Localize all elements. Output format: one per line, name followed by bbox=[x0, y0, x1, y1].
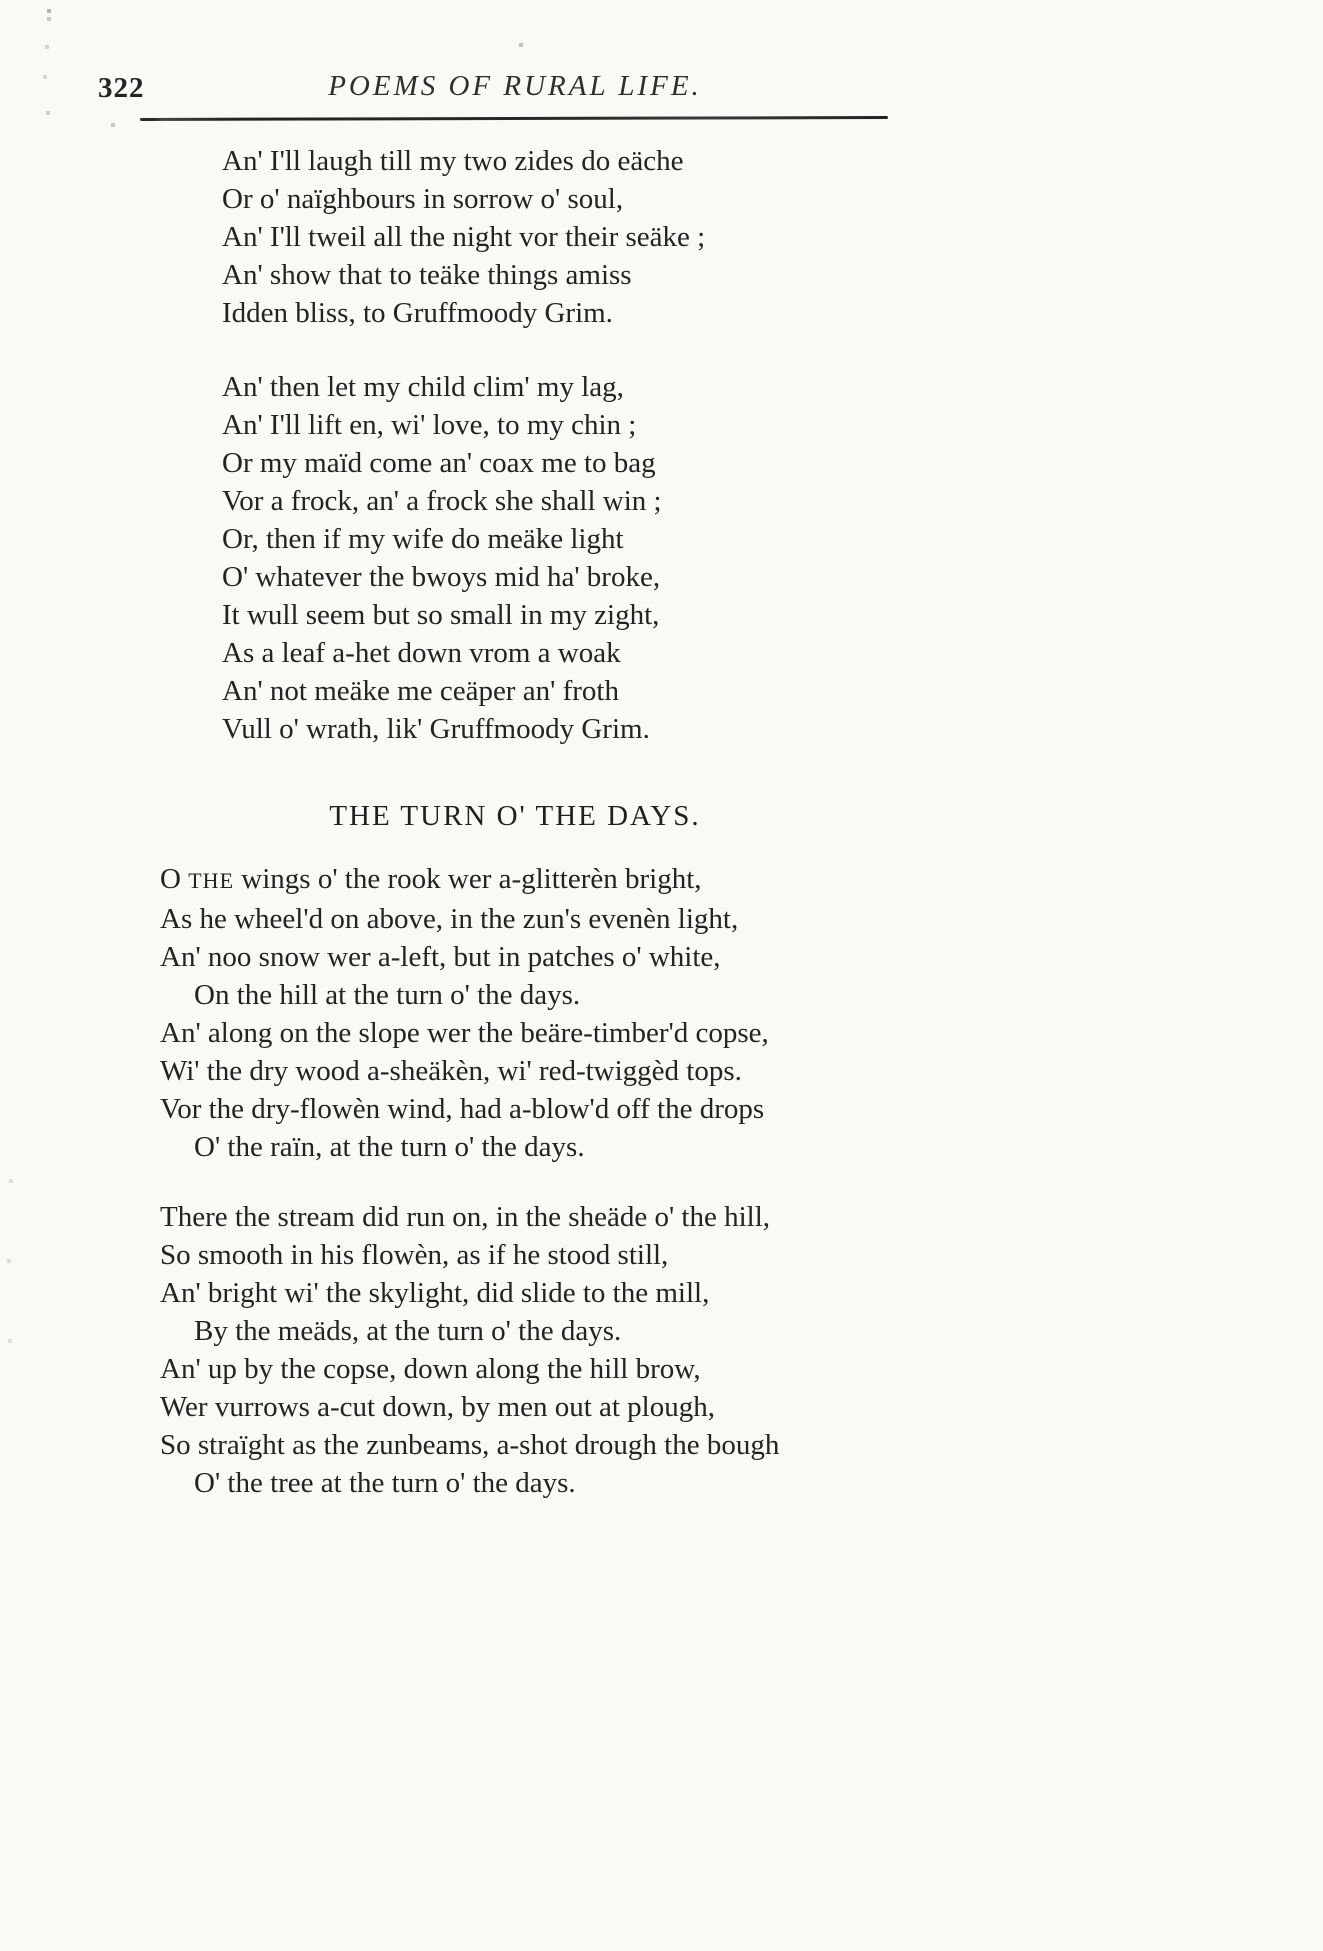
poem-line: As a leaf a-het down vrom a woak bbox=[222, 637, 621, 669]
poem-line: O' the tree at the turn o' the days. bbox=[194, 1467, 576, 1499]
poem-line: An' show that to teäke things amiss bbox=[222, 259, 632, 291]
poem-line: An' bright wi' the skylight, did slide to the mill, bbox=[160, 1277, 710, 1309]
header-rule bbox=[140, 116, 888, 121]
poem-line: An' I'll lift en, wi' love, to my chin ; bbox=[222, 409, 637, 441]
stanza bbox=[160, 860, 779, 1166]
poem-line: An' along on the slope wer the beäre-timber'd copse, bbox=[160, 1017, 769, 1049]
running-title: POEMS OF RURAL LIFE. bbox=[328, 70, 702, 102]
line-text: O bbox=[160, 863, 189, 895]
poem-line: An' I'll tweil all the night vor their seäke ; bbox=[222, 221, 706, 253]
poem-line: Vor the dry-flowèn wind, had a-blow'd off the drops bbox=[160, 1093, 765, 1125]
poem-title: THE TURN O' THE DAYS. bbox=[329, 800, 701, 832]
poem-line: It wull seem but so small in my zight, bbox=[222, 599, 660, 631]
poem-line: Vor a frock, an' a frock she shall win ; bbox=[222, 485, 662, 517]
poem-line: O' whatever the bwoys mid ha' broke, bbox=[222, 561, 661, 593]
poem-line: Vull o' wrath, lik' Gruffmoody Grim. bbox=[222, 713, 650, 745]
poem-line: As he wheel'd on above, in the zun's evenèn light, bbox=[160, 903, 739, 935]
poem-line: An' I'll laugh till my two zides do eäche bbox=[222, 145, 684, 177]
smallcaps-text: THE bbox=[188, 868, 235, 893]
line-text: wings o' the rook wer a-glitterèn bright, bbox=[234, 863, 702, 895]
stanza bbox=[222, 142, 705, 332]
poem-line: O' the raïn, at the turn o' the days. bbox=[194, 1131, 585, 1163]
poem-line: An' noo snow wer a-left, but in patches o' white, bbox=[160, 941, 721, 973]
poem-line: So smooth in his flowèn, as if he stood still, bbox=[160, 1239, 669, 1271]
poem-turn-o-the-days bbox=[160, 860, 779, 1502]
poem-line: An' then let my child clim' my lag, bbox=[222, 371, 624, 403]
poem-line: Idden bliss, to Gruffmoody Grim. bbox=[222, 297, 613, 329]
page-header bbox=[0, 70, 1030, 110]
stanza bbox=[160, 1198, 779, 1502]
poem-line: By the meäds, at the turn o' the days. bbox=[194, 1315, 622, 1347]
poem-line: Or o' naïghbours in sorrow o' soul, bbox=[222, 183, 624, 215]
page-number: 322 bbox=[98, 72, 145, 104]
poem-line: So straïght as the zunbeams, a-shot drough the bough bbox=[160, 1429, 780, 1461]
poem-line: There the stream did run on, in the sheäde o' the hill, bbox=[160, 1201, 771, 1233]
poem-line bbox=[160, 860, 779, 900]
stanza bbox=[222, 368, 705, 748]
poem-line: On the hill at the turn o' the days. bbox=[194, 979, 581, 1011]
scan-artifacts bbox=[0, 0, 2, 2]
poem-line: Wer vurrows a-cut down, by men out at plough, bbox=[160, 1391, 715, 1423]
poem-line: Or, then if my wife do meäke light bbox=[222, 523, 624, 555]
poem-line: An' up by the copse, down along the hill brow, bbox=[160, 1353, 701, 1385]
poem-line: An' not meäke me ceäper an' froth bbox=[222, 675, 619, 707]
poem-line: Or my maïd come an' coax me to bag bbox=[222, 447, 656, 479]
poem-line: Wi' the dry wood a-sheäkèn, wi' red-twiggèd tops. bbox=[160, 1055, 742, 1087]
poem-gruffmoody-grim-continuation bbox=[222, 142, 705, 748]
